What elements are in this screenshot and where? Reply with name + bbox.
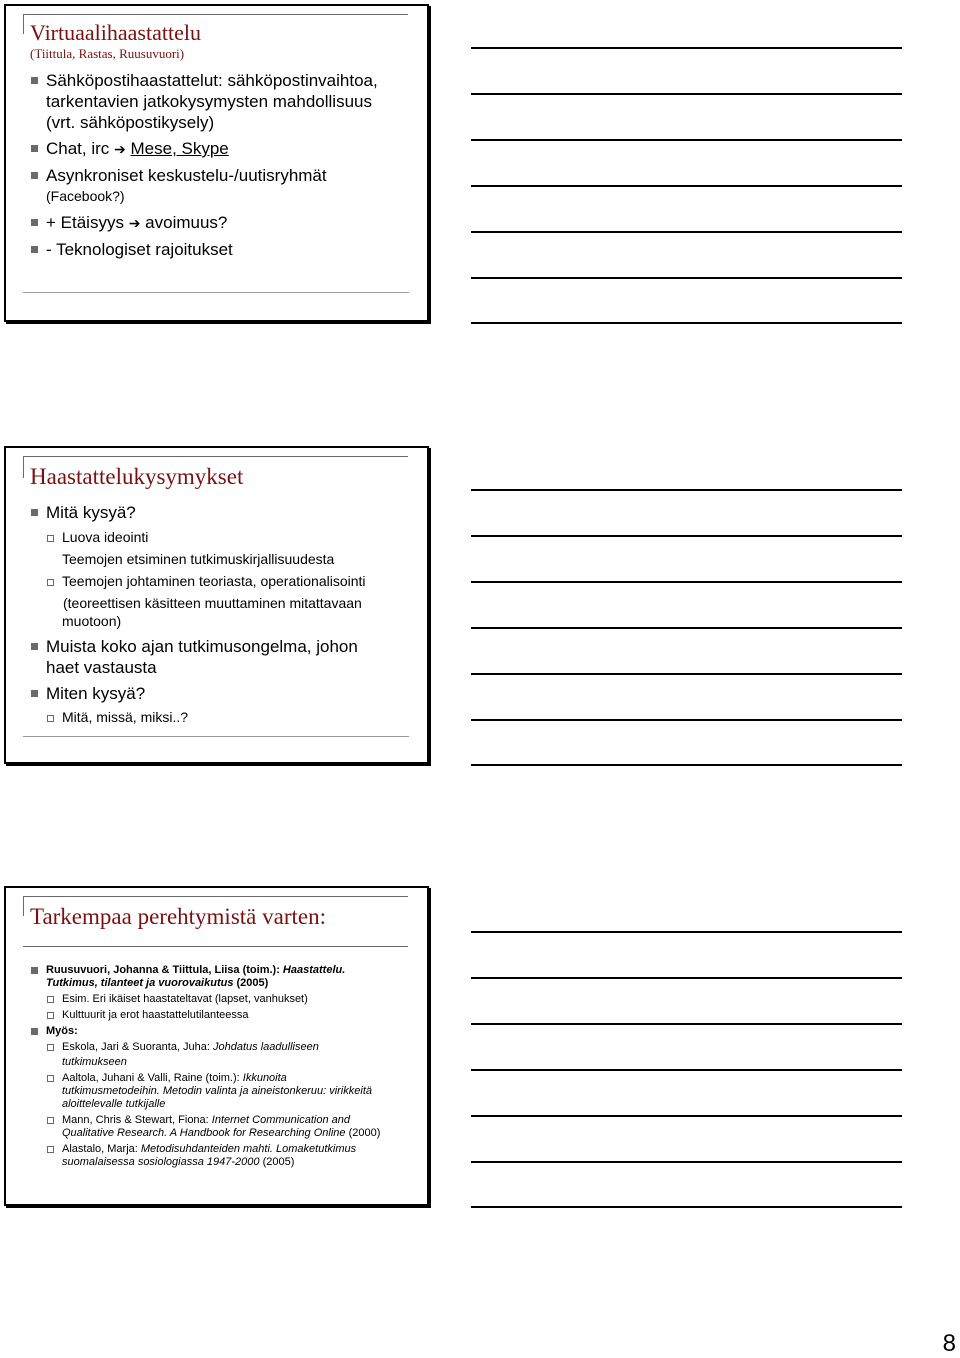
square-bullet-icon: [31, 643, 38, 650]
sub-bullet-theory: Teemojen johtaminen teoriasta, operationalisointi: [30, 572, 413, 590]
bullet-tech-limits: - Teknologiset rajoitukset: [30, 239, 413, 260]
checkbox-bullet-icon: [47, 1075, 54, 1082]
square-bullet-icon: [31, 690, 38, 697]
checkbox-bullet-icon: [47, 535, 54, 542]
note-line: [471, 139, 902, 141]
checkbox-bullet-icon: [47, 579, 54, 586]
note-line: [471, 47, 902, 49]
note-line: [471, 535, 902, 537]
square-bullet-icon: [31, 1028, 38, 1035]
title-bottom-rule: [23, 946, 408, 947]
reference-alastalo: Alastalo, Marja: Metodisuhdanteiden mahti. Lomaketutkimus suomalaisessa sosiologiassa 1947-2000 (2005): [30, 1143, 413, 1169]
slide-body: [30, 964, 413, 1169]
title-top-rule: [23, 896, 408, 897]
note-line: [471, 977, 902, 979]
slide-virtuaalihaastattelu: [4, 4, 429, 322]
reference-aaltola-valli: Aaltola, Juhani & Valli, Raine (toim.): Ikkunoita tutkimusmetodeihin. Metodin valinta ja aineistonkeruu: virikkeitä aloittelevalle tutkijalle: [30, 1072, 413, 1111]
title-corner-line: [23, 456, 24, 478]
sub-bullet-ideation: Luova ideointi: [30, 528, 413, 546]
note-line: [471, 1161, 902, 1163]
sub-bullet-cultures: Kulttuurit ja erot haastattelutilanteessa: [30, 1009, 413, 1022]
note-line: [471, 231, 902, 233]
note-line: [471, 489, 902, 491]
note-line: [471, 1206, 902, 1208]
arrow-right-icon: ➔: [128, 215, 141, 231]
arrow-right-icon: ➔: [114, 141, 126, 157]
bullet-email-interviews: Sähköpostihaastattelut: sähköpostinvaihtoa, tarkentavien jatkokysymysten mahdollisuus (vrt. sähköpostikysely): [30, 70, 413, 133]
note-line: [471, 673, 902, 675]
square-bullet-icon: [31, 967, 38, 974]
bullet-distance: + Etäisyys ➔ avoimuus?: [30, 212, 413, 234]
slide-bottom-rule: [23, 292, 409, 293]
note-line: [471, 627, 902, 629]
square-bullet-icon: [31, 77, 38, 84]
title-corner-line: [23, 896, 24, 916]
sub-bullet-what-where-why: Mitä, missä, miksi..?: [30, 708, 413, 726]
sub-bullet-age-groups: Esim. Eri ikäiset haastateltavat (lapset, vanhukset): [30, 993, 413, 1006]
note-line: [471, 93, 902, 95]
checkbox-bullet-icon: [47, 715, 54, 722]
bullet-async-groups: Asynkroniset keskustelu-/uutisryhmät (Facebook?): [30, 165, 413, 207]
bullet-how-to-ask: Miten kysyä?: [30, 683, 413, 704]
bullet-chat: Chat, irc ➔ Mese, Skype: [30, 138, 413, 160]
page-number: 8: [942, 1330, 956, 1357]
slide-title: Haastattelukysymykset: [30, 464, 244, 489]
bullet-research-problem: Muista koko ajan tutkimusongelma, johon haet vastausta: [30, 636, 413, 678]
reference-eskola-suoranta: Eskola, Jari & Suoranta, Juha: Johdatus laadulliseen tutkimukseen: [30, 1041, 413, 1069]
title-top-rule: [23, 14, 408, 15]
checkbox-bullet-icon: [47, 1012, 54, 1019]
square-bullet-icon: [31, 246, 38, 253]
bullet-myos: Myös:: [30, 1025, 413, 1038]
square-bullet-icon: [31, 172, 38, 179]
slide-tarkempaa-perehtymista: [4, 886, 429, 1206]
slide-title: Tarkempaa perehtymistä varten:: [30, 904, 326, 929]
checkbox-bullet-icon: [47, 996, 54, 1003]
slide-body: [30, 502, 413, 726]
square-bullet-icon: [31, 219, 38, 226]
note-line: [471, 185, 902, 187]
checkbox-bullet-icon: [47, 1044, 54, 1051]
sub-bullet-theory-continued: (teoreettisen käsitteen muuttaminen mitattavaan muotoon): [62, 595, 362, 629]
note-line: [471, 1023, 902, 1025]
reference-ruusuvuori-tiittula: Ruusuvuori, Johanna & Tiittula, Liisa (toim.): Haastattelu. Tutkimus, tilanteet ja vuorovaikutus (2005): [30, 964, 413, 990]
title-top-rule: [23, 456, 408, 457]
note-line: [471, 764, 902, 766]
bullet-what-to-ask: Mitä kysyä?: [30, 502, 413, 523]
note-line: [471, 277, 902, 279]
slide-bottom-rule: [23, 736, 409, 737]
checkbox-bullet-icon: [47, 1146, 54, 1153]
square-bullet-icon: [31, 509, 38, 516]
square-bullet-icon: [31, 145, 38, 152]
reference-mann-stewart: Mann, Chris & Stewart, Fiona: Internet Communication and Qualitative Research. A Handbook for Researching Online (2000): [30, 1114, 413, 1140]
slide-title: Virtuaalihaastattelu: [30, 20, 201, 45]
note-line: [471, 581, 902, 583]
slide-subtitle: (Tiittula, Rastas, Ruusuvuori): [30, 46, 185, 61]
checkbox-bullet-icon: [47, 1117, 54, 1124]
title-corner-line: [23, 14, 24, 34]
slide-haastattelukysymykset: [4, 446, 429, 764]
slide-body: [30, 70, 413, 260]
note-line: [471, 322, 902, 324]
sub-bullet-literature: Teemojen etsiminen tutkimuskirjallisuudesta: [62, 551, 335, 567]
note-line: [471, 931, 902, 933]
note-line: [471, 1115, 902, 1117]
note-line: [471, 719, 902, 721]
mese-skype-link[interactable]: Mese, Skype: [130, 139, 229, 158]
note-line: [471, 1069, 902, 1071]
